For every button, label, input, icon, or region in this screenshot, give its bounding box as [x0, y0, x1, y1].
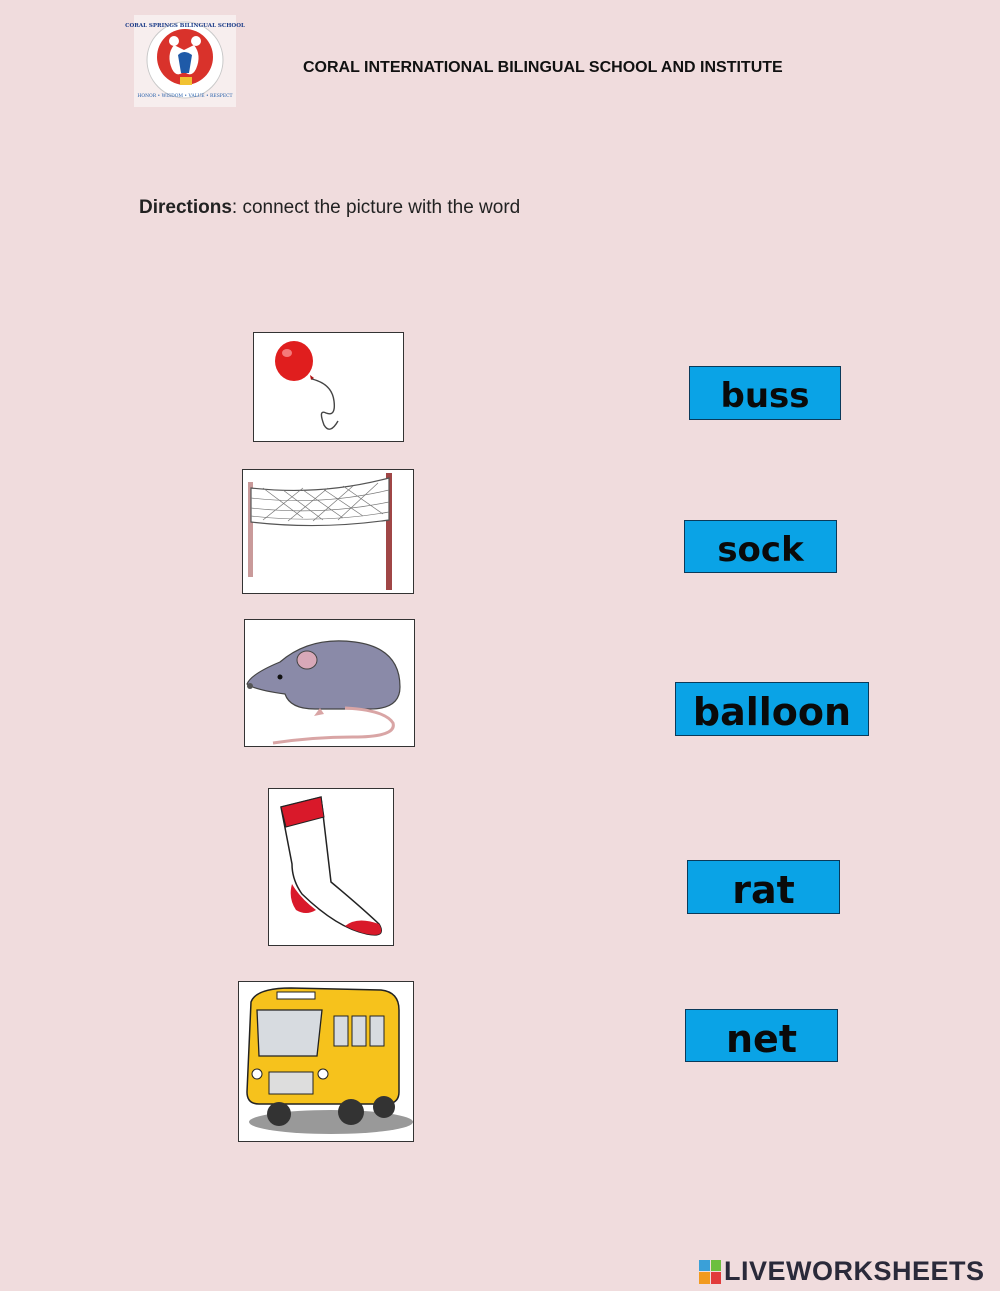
directions — [139, 197, 520, 219]
picture-sock[interactable] — [268, 788, 394, 946]
picture-net[interactable] — [242, 469, 414, 594]
picture-rat[interactable] — [244, 619, 415, 747]
word-box-sock[interactable]: sock — [684, 520, 837, 573]
word-box-rat[interactable]: rat — [687, 860, 840, 914]
balloon-icon — [254, 333, 403, 441]
word-box-buss[interactable]: buss — [689, 366, 841, 420]
word-box-net[interactable]: net — [685, 1009, 838, 1062]
logo-motto: HONOR • WISDOM • VALUE • RESPECT — [137, 94, 233, 99]
directions-label: Directions — [139, 197, 232, 218]
net-icon — [243, 470, 413, 593]
brand-name: LIVEWORKSHEETS — [724, 1256, 985, 1286]
rat-icon — [245, 620, 414, 746]
liveworksheets-logo — [699, 1256, 985, 1287]
word-box-balloon[interactable]: balloon — [675, 682, 869, 736]
liveworksheets-icon — [699, 1260, 721, 1284]
directions-text: : connect the picture with the word — [231, 197, 521, 218]
bus-icon — [239, 982, 413, 1141]
picture-balloon[interactable] — [253, 332, 404, 442]
logo-text: CORAL SPRINGS BILINGUAL SCHOOL — [125, 23, 245, 29]
school-logo — [125, 15, 245, 107]
picture-bus[interactable] — [238, 981, 414, 1142]
school-name: CORAL INTERNATIONAL BILINGUAL SCHOOL AND INSTITUTE — [303, 59, 783, 76]
sock-icon — [269, 789, 393, 945]
